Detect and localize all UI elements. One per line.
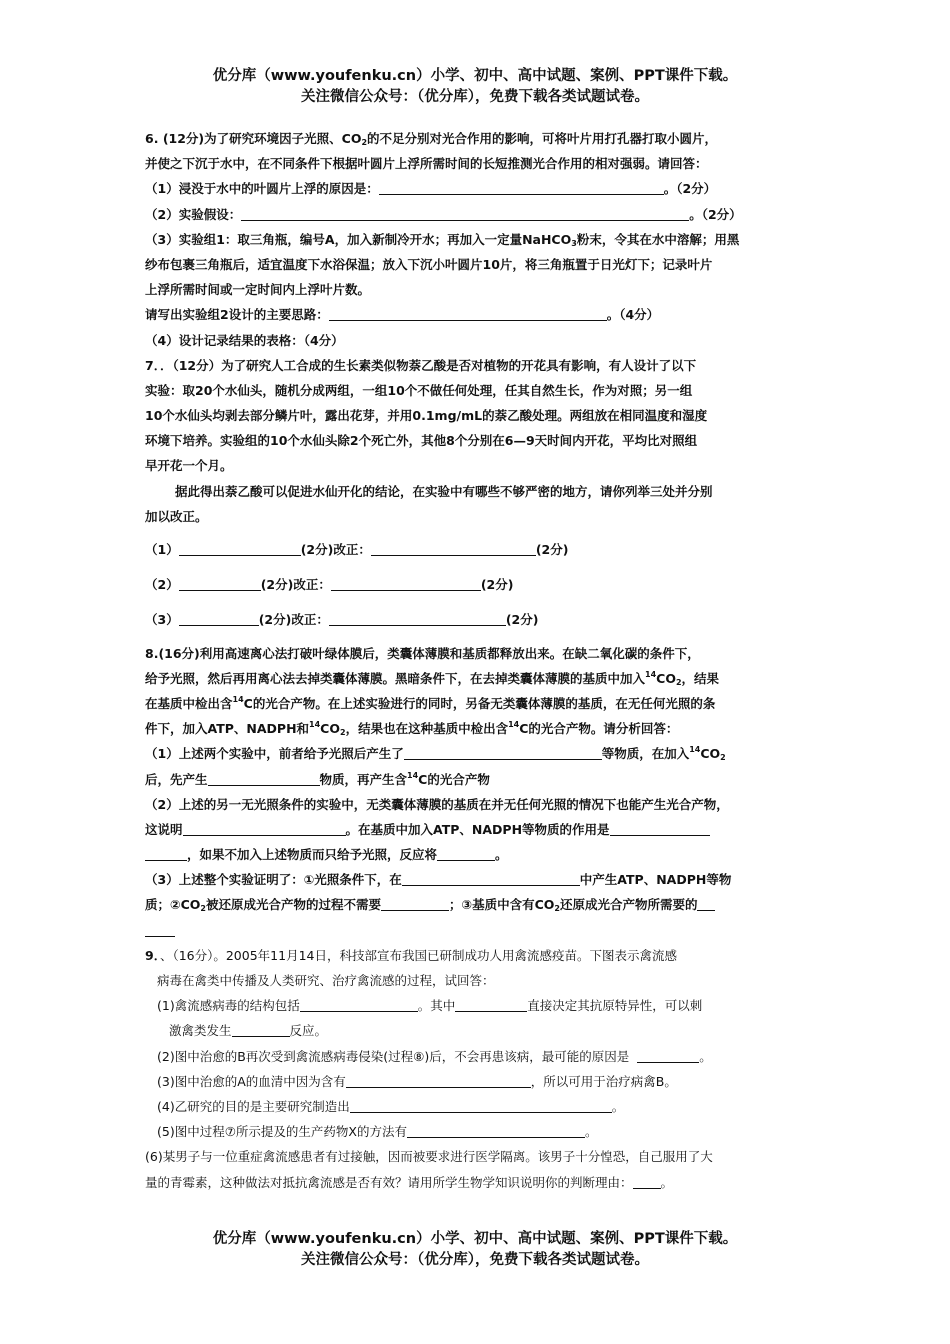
- q8-stem-line-2: 给予光照，然后再用离心法去掉类囊体薄膜。黑暗条件下，在去掉类囊体薄膜的基质中加入$^{14}CO_2$，结果: [145, 669, 720, 687]
- q8-part-3-line-2: 质；$②CO_2$被还原成光合产物的过程不需要 ；③基质中含有$CO_2$还原成光合产物所需要的: [145, 892, 817, 917]
- answer-blank[interactable]: [637, 1046, 699, 1063]
- q7-item-1: （1） (2分)改正： (2分): [145, 537, 817, 562]
- page-footer: [0, 1229, 950, 1271]
- answer-blank[interactable]: [455, 995, 527, 1012]
- answer-blank[interactable]: [329, 304, 607, 321]
- q7-item-2: （2） (2分)改正： (2分): [145, 572, 817, 597]
- answer-blank[interactable]: [232, 1020, 290, 1037]
- q9-part-3: (3)图中治愈的A的血清中因为含有 ，所以可用于治疗病禽B。: [145, 1069, 817, 1094]
- question-8: [145, 641, 817, 943]
- answer-blank[interactable]: [179, 539, 301, 556]
- q9-part-6-line-2: 量的青霉素，这种做法对抵抗禽流感是否有效？请用所学生物学知识说明你的判断理由： 。: [145, 1170, 817, 1195]
- q7-stem-line-4: 环境下培养。实验组的10个水仙头除2个死亡外，其他8个分别在6—9天时间内开花，平均比对照组: [145, 433, 698, 449]
- q8-part-2-line-2: 这说明 。在基质中加入ATP、NADPH等物质的作用是: [145, 817, 817, 842]
- q6-part-4: （4）设计记录结果的表格：（4分）: [145, 332, 344, 348]
- footer-line-2: 关注微信公众号：（优分库），免费下载各类试题试卷。: [301, 1252, 649, 1268]
- answer-blank[interactable]: [379, 178, 664, 195]
- q9-stem-line-1: 9．、（16分）。2005年11月14日，科技部宣布我国已研制成功人用禽流感疫苗。下图表示禽流感: [145, 947, 677, 963]
- answer-blank[interactable]: [179, 574, 261, 591]
- q8-part-3-line-1: （3）上述整个实验证明了：①光照条件下，在 中产生ATP、NADPH等物: [145, 867, 817, 892]
- answer-blank[interactable]: [179, 609, 259, 626]
- header-line-1: 优分库（www.youfenku.cn）小学、初中、高中试题、案例、PPT课件下载。: [212, 68, 738, 84]
- q7-stem-line-3: 10个水仙头均剥去部分鳞片叶，露出花芽，并用0.1mg/mL的萘乙酸处理。两组放在相同温度和湿度: [145, 408, 708, 424]
- q9-part-5: (5)图中过程⑦所示提及的生产药物X的方法有 。: [145, 1119, 817, 1144]
- answer-blank[interactable]: [407, 1121, 585, 1138]
- header-line-2: 关注微信公众号：（优分库），免费下载各类试题试卷。: [301, 89, 649, 105]
- answer-blank[interactable]: [346, 1071, 531, 1088]
- question-7: [145, 353, 817, 633]
- answer-blank[interactable]: [402, 869, 580, 886]
- q6-part-1: （1）浸没于水中的叶圆片上浮的原因是： 。（2分）: [145, 176, 817, 201]
- q9-part-2: (2)图中治愈的B再次受到禽流感病毒侵染(过程⑧)后，不会再患该病，最可能的原因是 。: [145, 1044, 817, 1069]
- answer-blank[interactable]: [183, 819, 346, 836]
- q9-part-1-line-2: 激禽类发生 反应。: [145, 1018, 817, 1043]
- q9-part-1-line-1: (1)禽流感病毒的结构包括 。其中 直接决定其抗原特异性，可以刺: [145, 993, 817, 1018]
- q6-stem-line-2: 并使之下沉于水中，在不同条件下根据叶圆片上浮所需时间的长短推测光合作用的相对强弱。请回答：: [145, 156, 708, 172]
- q8-stem-line-3: 在基质中检出含$^{14}$C的光合产物。在上述实验进行的同时，另备无类囊体薄膜的基质，在无任何光照的条: [145, 694, 716, 711]
- question-content: [145, 126, 817, 1195]
- q7-ask-line-1: 据此得出萘乙酸可以促进水仙开化的结论，在实验中有哪些不够严密的地方，请你列举三处并分别: [175, 483, 713, 499]
- page-header: [0, 66, 950, 108]
- q6-part-3-line-1: （3）实验组1：取三角瓶，编号A，加入新制冷开水；再加入一定量NaHCO$_3$粉末，令其在水中溶解；用黑: [145, 231, 740, 248]
- answer-blank[interactable]: [241, 204, 689, 221]
- q7-stem-line-5: 早开花一个月。: [145, 458, 233, 474]
- q9-part-6-line-1: (6)某男子与一位重症禽流感患者有过接触，因而被要求进行医学隔离。该男子十分惶恐，自己服用了大: [145, 1149, 713, 1165]
- answer-blank[interactable]: [145, 920, 175, 937]
- q8-part-2-line-1: （2）上述的另一无光照条件的实验中，无类囊体薄膜的基质在并无任何光照的情况下也能产生光合产物，: [145, 796, 729, 812]
- answer-blank[interactable]: [208, 769, 320, 786]
- q8-part-1-line-2: 后，先产生 物质，再产生含$^{14}$C的光合产物: [145, 770, 490, 787]
- answer-blank[interactable]: [331, 574, 481, 591]
- answer-blank[interactable]: [350, 1096, 612, 1113]
- answer-blank[interactable]: [329, 609, 506, 626]
- answer-blank[interactable]: [437, 844, 495, 861]
- answer-blank[interactable]: [633, 1172, 661, 1189]
- answer-blank[interactable]: [145, 844, 187, 861]
- q6-stem-line-1: 6. (12分)为了研究环境因子光照、$CO_2$的不足分别对光合作用的影响，可将叶片用打孔器打取小圆片，: [145, 131, 718, 147]
- q8-part-3-line-3: [145, 918, 817, 943]
- q7-ask-line-2: 加以改正。: [145, 508, 208, 524]
- q7-item-3: （3） (2分)改正： (2分): [145, 607, 817, 632]
- q6-part-3-line-3: 上浮所需时间或一定时间内上浮叶片数。: [145, 282, 371, 298]
- answer-blank[interactable]: [610, 819, 710, 836]
- answer-blank[interactable]: [404, 743, 602, 760]
- question-6: [145, 126, 817, 353]
- q8-stem-line-1: 8.(16分)利用高速离心法打破叶绿体膜后，类囊体薄膜和基质都释放出来。在缺二氧化碳的条件下，: [145, 645, 700, 661]
- answer-blank[interactable]: [300, 995, 418, 1012]
- q7-stem-line-2: 实验：取20个水仙头，随机分成两组，一组10个不做任何处理，任其自然生长，作为对照；另一组: [145, 382, 693, 398]
- question-9: [145, 943, 817, 1195]
- q6-part-3-ask: 请写出实验组2设计的主要思路： 。（4分）: [145, 302, 817, 327]
- q8-part-2-line-3: ，如果不加入上述物质而只给予光照，反应将 。: [145, 842, 817, 867]
- footer-line-1: 优分库（www.youfenku.cn）小学、初中、高中试题、案例、PPT课件下载。: [212, 1231, 738, 1247]
- q8-part-1-line-1: （1）上述两个实验中，前者给予光照后产生了 等物质，在加入$^{14}CO_2$: [145, 745, 726, 763]
- q8-stem-line-4: 件下，加入ATP、NADPH和$^{14}CO_2$，结果也在这种基质中检出含$^{14}$C的光合产物。请分析回答：: [145, 720, 679, 738]
- q6-part-3-line-2: 纱布包裹三角瓶后，适宜温度下水浴保温；放入下沉小叶圆片10片，将三角瓶置于日光灯下；记录叶片: [145, 256, 713, 272]
- answer-blank[interactable]: [381, 894, 449, 911]
- q6-part-2: （2）实验假设： 。（2分）: [145, 202, 817, 227]
- q7-stem-line-1: 7．．（12分）为了研究人工合成的生长素类似物萘乙酸是否对植物的开花具有影响，有人设计了以下: [145, 357, 697, 373]
- answer-blank[interactable]: [697, 894, 715, 911]
- q9-stem-line-2: 病毒在禽类中传播及人类研究、治疗禽流感的过程，试回答：: [157, 973, 495, 988]
- answer-blank[interactable]: [371, 539, 536, 556]
- q9-part-4: (4)乙研究的目的是主要研究制造出 。: [145, 1094, 817, 1119]
